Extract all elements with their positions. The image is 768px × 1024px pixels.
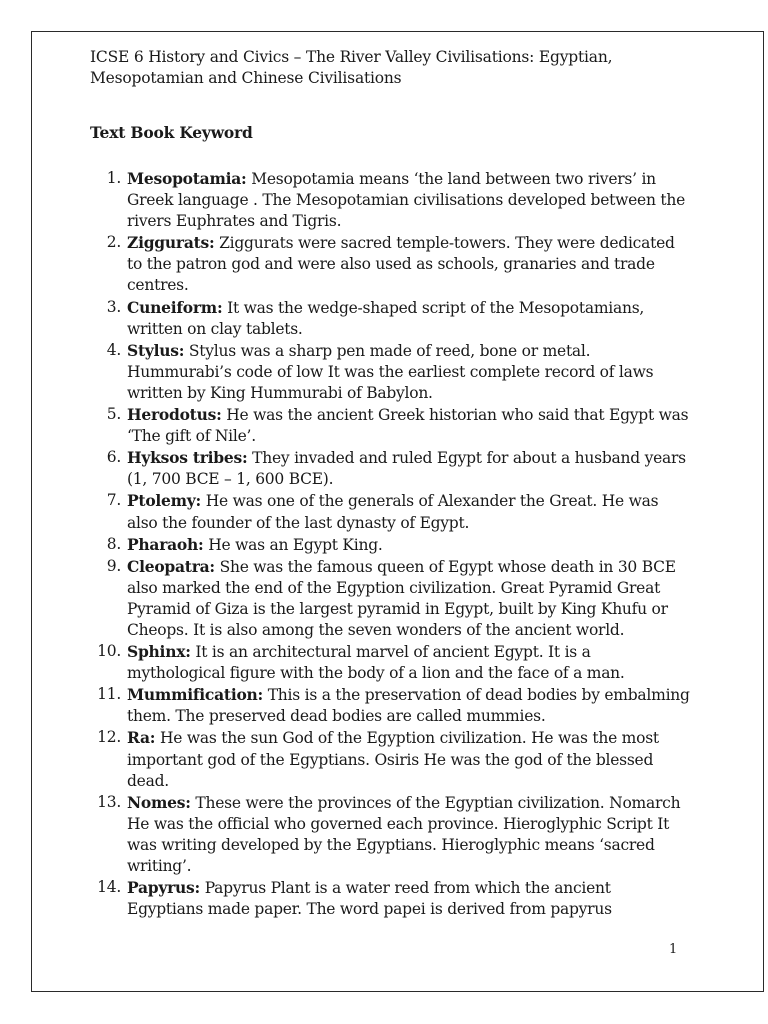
list-item-number: 7. <box>106 491 121 510</box>
keyword-definition: Stylus was a sharp pen made of reed, bone or metal. Hummurabi’s code of low It was the earliest complete record of laws written by King Hummurabi of Babylon. <box>127 341 654 402</box>
keyword-term: Stylus: <box>127 340 185 360</box>
list-item-number: 12. <box>97 728 121 747</box>
document-title: ICSE 6 History and Civics – The River Valley Civilisations: Egyptian, Mesopotamian and Chinese Civilisations <box>90 48 613 87</box>
keyword-definition: He was the sun God of the Egyption civilization. He was the most important god of the Egyptians. Osiris He was the god of the blessed dead. <box>127 729 659 790</box>
list-item-number: 8. <box>106 534 121 553</box>
list-item-number: 14. <box>97 878 121 897</box>
list-item-number: 6. <box>106 448 121 467</box>
list-item <box>90 641 690 684</box>
keyword-term: Cleopatra: <box>127 556 215 576</box>
keyword-term: Sphinx: <box>127 642 191 662</box>
list-item <box>90 340 690 404</box>
list-item <box>90 168 690 232</box>
keyword-definition: Mesopotamia means ‘the land between two rivers’ in Greek language . The Mesopotamian civilisations developed between the rivers Euphrates and Tigris. <box>127 170 686 231</box>
list-item-number: 2. <box>106 233 121 252</box>
keyword-term: Mesopotamia: <box>127 169 247 188</box>
list-item-number: 3. <box>106 297 121 316</box>
list-item <box>90 534 690 556</box>
list-item-number: 4. <box>106 340 121 359</box>
keyword-term: Ziggurats: <box>127 233 215 253</box>
keyword-definition: They invaded and ruled Egypt for about a husband years (1, 700 BCE – 1, 600 BCE). <box>127 449 686 489</box>
keyword-term: Mummification: <box>127 685 264 705</box>
keyword-definition: These were the provinces of the Egyptian civilization. Nomarch He was the official who governed each province. Hieroglyphic Script It was writing developed by the Egyptians. Hieroglyphic means ‘sacred writing’. <box>127 793 681 875</box>
list-item-number: 11. <box>97 685 121 704</box>
list-item <box>90 232 690 296</box>
keyword-list <box>90 168 690 920</box>
list-item-number: 9. <box>106 556 121 575</box>
keyword-definition: It is an architectural marvel of ancient Egypt. It is a mythological figure with the body of a lion and the face of a man. <box>127 643 625 683</box>
keyword-term: Pharaoh: <box>127 534 204 554</box>
keyword-definition: He was the ancient Greek historian who said that Egypt was ‘The gift of Nile’. <box>127 406 689 446</box>
keyword-term: Ra: <box>127 728 156 748</box>
list-item-number: 5. <box>106 405 121 424</box>
keyword-term: Nomes: <box>127 792 191 812</box>
keyword-definition: He was one of the generals of Alexander the Great. He was also the founder of the last dynasty of Egypt. <box>127 492 659 532</box>
keyword-term: Hyksos tribes: <box>127 448 248 468</box>
list-item <box>90 447 690 490</box>
page-number: 1 <box>669 942 678 957</box>
list-item <box>90 297 690 340</box>
keyword-term: Ptolemy: <box>127 491 202 511</box>
list-item <box>90 684 690 727</box>
list-item <box>90 404 690 447</box>
section-title: Text Book Keyword <box>90 123 253 142</box>
keyword-definition: This is a the preservation of dead bodies by embalming them. The preserved dead bodies are called mummies. <box>127 686 690 726</box>
list-item-number: 1. <box>106 169 121 187</box>
list-item <box>90 490 690 533</box>
list-item <box>90 792 690 877</box>
list-item <box>90 877 690 920</box>
list-item <box>90 556 690 641</box>
keyword-term: Cuneiform: <box>127 297 223 317</box>
keyword-definition: He was an Egypt King. <box>208 535 383 554</box>
keyword-definition: She was the famous queen of Egypt whose death in 30 BCE also marked the end of the Egyption civilization. Great Pyramid Great Pyramid of Giza is the largest pyramid in Egypt, built by King Khufu or Cheops. It is also among the seven wonders of the ancient world. <box>127 557 676 639</box>
keyword-definition: Ziggurats were sacred temple-towers. They were dedicated to the patron god and were also used as schools, granaries and trade centres. <box>127 234 675 295</box>
keyword-definition: It was the wedge-shaped script of the Mesopotamians, written on clay tablets. <box>127 298 645 338</box>
keyword-term: Herodotus: <box>127 405 222 425</box>
list-item <box>90 727 690 791</box>
list-item-number: 13. <box>97 792 121 811</box>
keyword-term: Papyrus: <box>127 878 201 898</box>
keyword-definition: Papyrus Plant is a water reed from which the ancient Egyptians made paper. The word papei is derived from papyrus <box>127 879 612 919</box>
list-item-number: 10. <box>97 642 121 661</box>
